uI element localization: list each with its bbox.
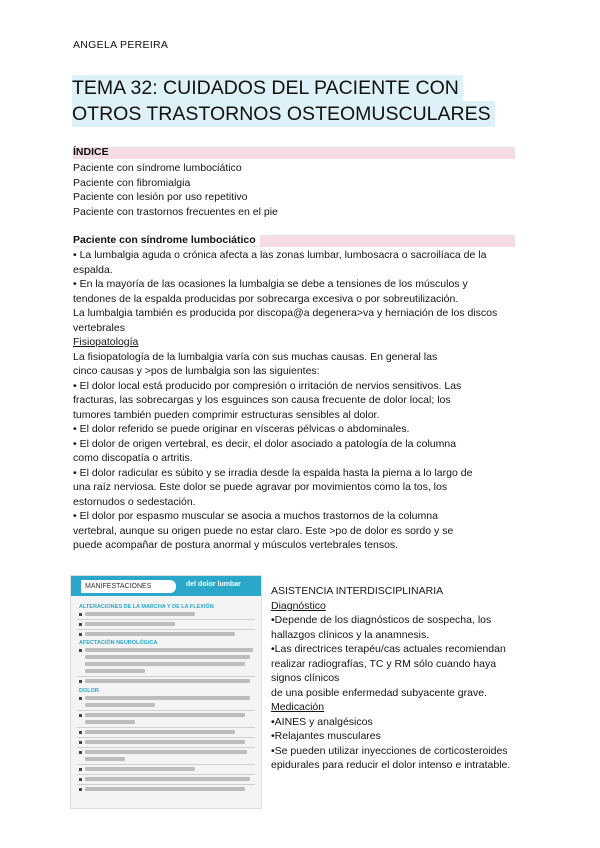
- page-title: [72, 75, 528, 127]
- diagnostico-line: hallazgos clínicos y la anamnesis.: [271, 628, 430, 641]
- figure-bullet: [79, 697, 82, 700]
- figure-text-row: [85, 612, 195, 616]
- body-line: puede acompañar de postura anormal y músculos vertebrales tensos.: [73, 539, 399, 551]
- figure-subheading: AFECTACIÓN NEUROLÓGICA: [79, 640, 158, 646]
- body-line: una raíz nerviosa. Este dolor se puede agravar por movimientos como la tos, los: [73, 481, 448, 493]
- index-list: [73, 161, 278, 219]
- figure-text-row: [85, 622, 175, 626]
- figure-bullet: [79, 768, 82, 771]
- figure-rule: [77, 747, 255, 748]
- figure-text-row: [85, 750, 247, 754]
- medicacion-line: •Se pueden utilizar inyecciones de corticosteroides: [271, 744, 508, 757]
- figure-bullet: [79, 778, 82, 781]
- figure-rule: [77, 619, 255, 620]
- figure-bullet: [79, 649, 82, 652]
- diagnostico-line: signos clínicos: [271, 672, 340, 684]
- figure-rule: [77, 629, 255, 630]
- body-line: vertebrales: [73, 321, 125, 334]
- body-line: • El dolor radicular es súbito y se irradia desde la espalda hasta la pierna a lo largo de: [73, 466, 473, 479]
- figure-title-right: del dolor lumbar: [186, 581, 241, 588]
- figure-bullet: [79, 788, 82, 791]
- figure-bullet: [79, 633, 82, 636]
- figure-text-row: [85, 777, 250, 781]
- index-item: Paciente con lesión por uso repetitivo: [73, 191, 248, 203]
- index-heading: ÍNDICE: [73, 146, 109, 158]
- body-line: • El dolor por espasmo muscular se asocia a muchos trastornos de la columna: [73, 510, 438, 522]
- figure-text-row: [85, 679, 250, 683]
- figure-bullet: [79, 623, 82, 626]
- section-heading: Paciente con síndrome lumbociático: [73, 234, 260, 246]
- figure-rule: [77, 737, 255, 738]
- body-line: tumores también pueden comprimir estructuras sensibles al dolor.: [73, 408, 380, 421]
- figure-rule: [77, 727, 255, 728]
- title-line-1: TEMA 32: CUIDADOS DEL PACIENTE CON: [72, 75, 463, 101]
- diagnostico-line: realizar radiografías, TC y RM sólo cuando haya: [271, 657, 497, 670]
- fisiopatologia-heading: Fisiopatología: [73, 336, 139, 348]
- figure-bullet: [79, 680, 82, 683]
- figure-rule: [77, 676, 255, 677]
- figure-rule: [77, 774, 255, 775]
- diagnostico-line: •Las directrices terapéu/cas actuales recomiendan: [271, 643, 506, 655]
- index-item: Paciente con trastornos frecuentes en el pie: [73, 205, 278, 218]
- index-item: Paciente con fibromialgia: [73, 176, 191, 189]
- body-line: estornudos o sedestación.: [73, 495, 196, 508]
- figure-text-row: [85, 662, 245, 666]
- figure-bullet: [79, 714, 82, 717]
- body-line: • En la mayoría de las ocasiones la lumbalgia se debe a tensiones de los músculos y: [73, 278, 468, 290]
- figure-subheading: DOLOR: [79, 688, 99, 694]
- diagnostico-line: de una posible enfermedad subyacente grave.: [271, 686, 487, 699]
- body-line: fracturas, las sobrecargas y los esguinces son causa frecuente de dolor local; los: [73, 394, 451, 406]
- body-line: • El dolor local está producido por compresión o irritación de nervios sensitivos. Las: [73, 379, 462, 392]
- body-line: tendones de la espalda producidas por sobrecarga excesiva o por sobreutilización.: [73, 292, 459, 305]
- body-line: • La lumbalgia aguda o crónica afecta a las zonas lumbar, lumbosacra o sacroilíaca de la: [73, 249, 487, 261]
- body-line: • El dolor de origen vertebral, es decir, el dolor asociado a patología de la columna: [73, 437, 457, 450]
- medicacion-line: epidurales para reducir el dolor intenso e intratable.: [271, 759, 511, 771]
- figure-text-row: [85, 703, 155, 707]
- body-line: • El dolor referido se puede originar en vísceras pélvicas o abdominales.: [73, 423, 410, 435]
- section-body: [73, 248, 497, 553]
- figure-bullet: [79, 751, 82, 754]
- body-line: espalda.: [73, 263, 113, 276]
- figure-text-row: [85, 669, 145, 673]
- diagnostico-line: •Depende de los diagnósticos de sospecha, los: [271, 614, 492, 626]
- figure-bullet: [79, 731, 82, 734]
- body-line: La fisiopatología de la lumbalgia varía con sus muchas causas. En general las: [73, 350, 438, 363]
- figure-text-row: [85, 713, 245, 717]
- title-line-2: OTROS TRASTORNOS OSTEOMUSCULARES: [72, 101, 495, 127]
- figure-text-row: [85, 730, 235, 734]
- lumbar-pain-figure: [70, 575, 262, 809]
- figure-rule: [77, 710, 255, 711]
- index-heading-bar: [73, 147, 515, 159]
- body-line: cinco causas y >pos de lumbalgia son las siguientes:: [73, 365, 320, 377]
- figure-text-row: [85, 632, 235, 636]
- figure-text-row: [85, 787, 245, 791]
- figure-text-row: [85, 740, 245, 744]
- figure-subheading: ALTERACIONES DE LA MARCHA Y DE LA FLEXIÓN: [79, 604, 214, 610]
- body-line: vertebral, aunque su origen puede no estar claro. Este >po de dolor es sordo y se: [73, 524, 454, 537]
- body-line: La lumbalgia también es producida por discopa@a degenera>va y herniación de los discos: [73, 307, 498, 319]
- author-name: ANGELA PEREIRA: [73, 39, 169, 51]
- medicacion-line: •Relajantes musculares: [271, 730, 381, 742]
- figure-rule: [77, 784, 255, 785]
- figure-text-row: [85, 767, 195, 771]
- figure-bullet: [79, 741, 82, 744]
- figure-text-row: [85, 655, 250, 659]
- medicacion-heading: Medicación: [271, 701, 325, 713]
- medicacion-line: •AINES y analgésicos: [271, 715, 373, 728]
- figure-text-row: [85, 720, 135, 724]
- index-item: Paciente con síndrome lumbociático: [73, 162, 242, 174]
- figure-text-row: [85, 757, 125, 761]
- figure-text-row: [85, 648, 253, 652]
- figure-bullet: [79, 613, 82, 616]
- diagnostico-heading: Diagnóstico: [271, 599, 326, 612]
- body-line: como discopatía o artritis.: [73, 452, 193, 464]
- figure-title-left: MANIFESTACIONES: [81, 580, 176, 593]
- asistencia-heading: ASISTENCIA INTERDISCIPLINARIA: [271, 585, 444, 597]
- figure-rule: [77, 764, 255, 765]
- asistencia-column: [271, 584, 510, 773]
- figure-text-row: [85, 696, 250, 700]
